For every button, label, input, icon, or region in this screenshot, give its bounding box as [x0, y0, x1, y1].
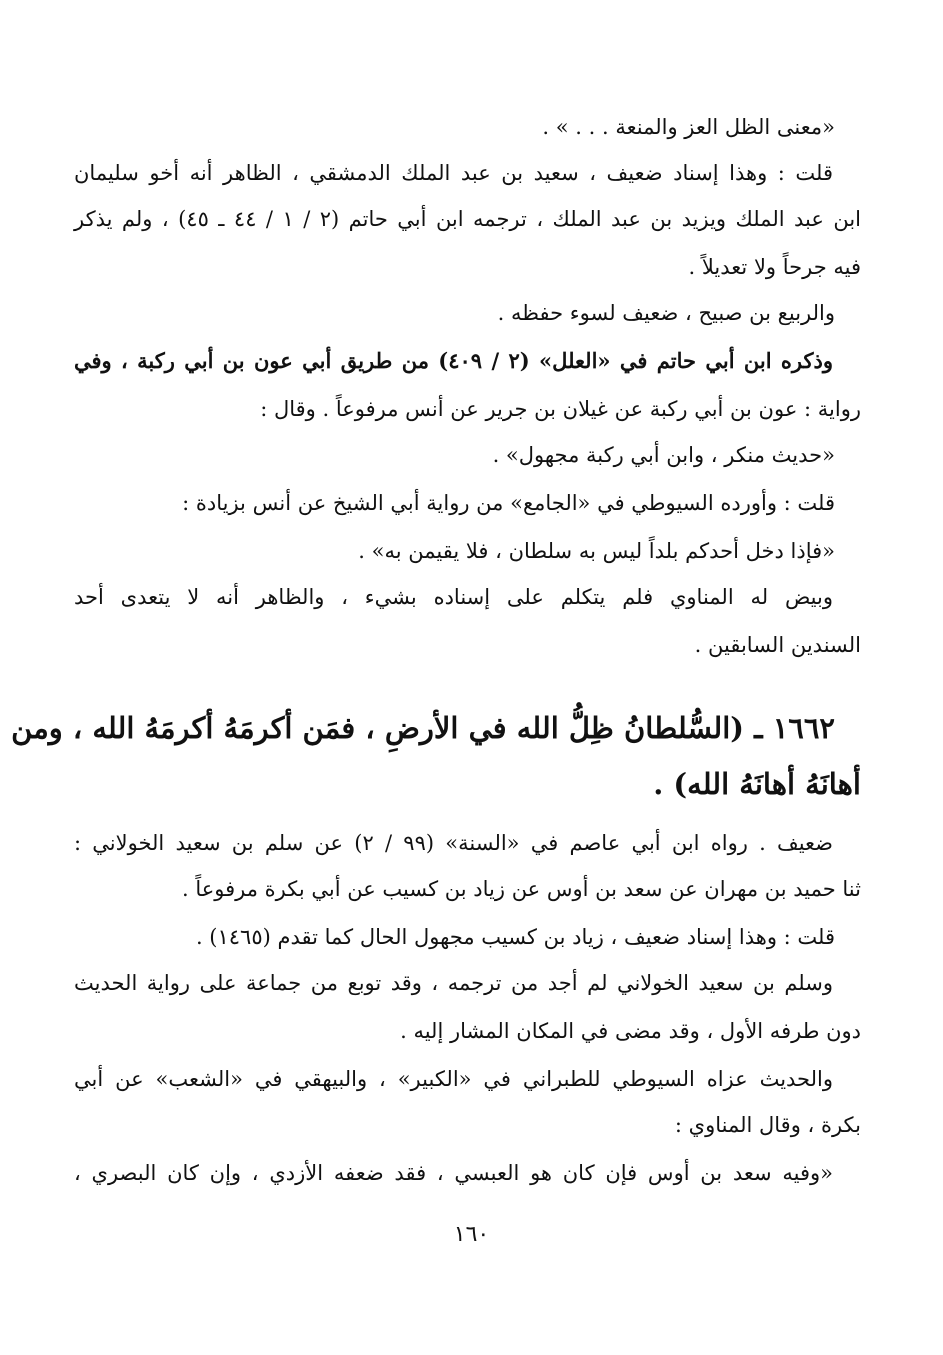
text-line: والربيع بن صبيح ، ضعيف لسوء حفظه . [497, 301, 835, 325]
text-line: وبيض له المناوي فلم يتكلم على إسناده بشيء ، والظاهر أنه لا يتعدى أحد [74, 585, 833, 609]
text-line: بكرة ، وقال المناوي : [674, 1113, 861, 1137]
text-line: «فإذا دخل أحدكم بلداً ليس به سلطان ، فلا يقيمن به» . [358, 539, 835, 563]
text-line: قلت : وهذا إسناد ضعيف ، سعيد بن عبد الملك الدمشقي ، الظاهر أنه أخو سليمان [74, 161, 833, 185]
text-line: والحديث عزاه السيوطي للطبراني في «الكبير» ، والبيهقي في «الشعب» عن أبي [74, 1067, 833, 1091]
page-number: ١٦٠ [453, 1222, 490, 1247]
text-line: ضعيف . رواه ابن أبي عاصم في «السنة» (٩٩ / ٢) عن سلم بن سعيد الخولاني : [74, 831, 833, 855]
hadith-heading: ١٦٦٢ ـ (السُّلطانُ ظِلُّ الله في الأرضِ ، فمَن أكرمَهُ أكرمَهُ الله ، ومن [11, 711, 835, 745]
text-line: دون طرفه الأول ، وقد مضى في المكان المشار إليه . [400, 1019, 861, 1043]
text-line: «وفيه سعد بن أوس فإن كان هو العبسي ، فقد ضعفه الأزدي ، وإن كان البصري ، [74, 1161, 833, 1185]
text-line: ثنا حميد بن مهران عن سعد بن أوس عن زياد بن كسيب عن أبي بكرة مرفوعاً . [181, 877, 861, 901]
hadith-heading: أهانَهُ أهانَهُ الله) . [653, 767, 861, 801]
text-line: قلت : وأورده السيوطي في «الجامع» من رواية أبي الشيخ عن أنس بزيادة : [182, 491, 835, 515]
text-line: قلت : وهذا إسناد ضعيف ، زياد بن كسيب مجهول الحال كما تقدم (١٤٦٥) . [195, 925, 835, 949]
text-line: ابن عبد الملك ويزيد بن عبد الملك ، ترجمه ابن أبي حاتم (٢ / ١ / ٤٤ ـ ٤٥) ، ولم يذكر [74, 207, 862, 231]
text-line: وسلم بن سعيد الخولاني لم أجد من ترجمه ، وقد توبع من جماعة على رواية الحديث [74, 971, 833, 995]
text-line: «حديث منكر ، وابن أبي ركبة مجهول» . [492, 443, 835, 467]
text-line: السندين السابقين . [694, 633, 861, 657]
text-line: فيه جرحاً ولا تعديلاً . [688, 255, 861, 279]
text-line: «معنى الظل العز والمنعة . . . » . [542, 115, 835, 139]
text-line: وذكره ابن أبي حاتم في «العلل» (٢ / ٤٠٩) من طريق أبي عون بن أبي ركبة ، وفي [74, 348, 833, 373]
text-line: رواية : عون بن أبي ركبة عن غيلان بن جرير عن أنس مرفوعاً . وقال : [260, 397, 861, 421]
